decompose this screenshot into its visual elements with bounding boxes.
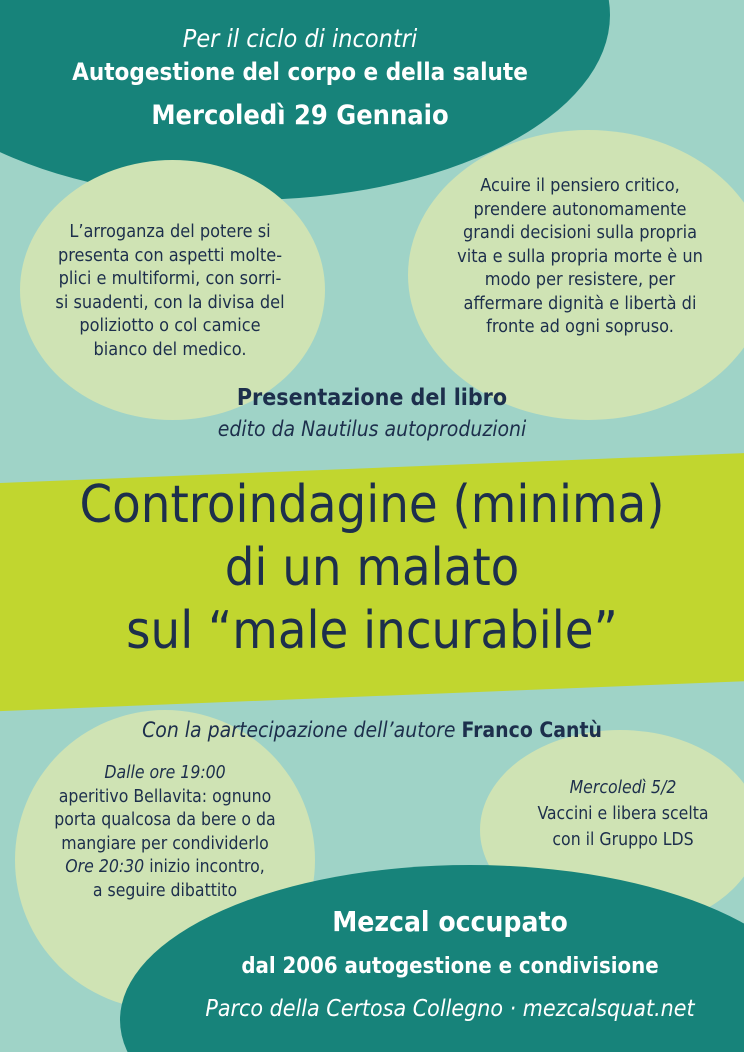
schedule-line: mangiare per condividerlo <box>61 833 269 854</box>
quote-line: si suadenti, con la divisa del <box>55 291 285 313</box>
series-name: Autogestione del corpo e della salute <box>72 58 528 86</box>
schedule <box>30 762 300 903</box>
quote-left <box>40 220 300 361</box>
schedule-time: Dalle ore 19:00 <box>104 763 226 783</box>
venue <box>170 900 730 1026</box>
quote-line: fronte ad ogni sopruso. <box>486 316 674 337</box>
schedule-text: inizio incontro, <box>144 857 265 877</box>
book-title-line: Controindagine (minima) <box>79 475 665 535</box>
venue-address: Parco della Certosa Collegno · mezcalsquat.net <box>205 996 695 1022</box>
quote-line: modo per resistere, per <box>484 269 676 290</box>
venue-name: Mezcal occupato <box>332 905 568 938</box>
schedule-line: aperitivo Bellavita: ognuno <box>58 786 272 807</box>
quote-line: affermare dignità e libertà di <box>463 292 697 314</box>
quote-line: vita e sulla propria morte è un <box>457 245 703 267</box>
author-credit <box>0 715 744 745</box>
quote-line: bianco del medico. <box>93 338 247 360</box>
quote-line: prendere autonomamente <box>473 198 687 220</box>
quote-line: L’arroganza del potere si <box>69 221 271 242</box>
schedule-line <box>30 856 300 880</box>
author-intro: Con la partecipazione dell’autore <box>142 718 462 742</box>
schedule-line: porta qualcosa da bere o da <box>54 810 276 830</box>
quote-line: Acuire il pensiero critico, <box>480 175 680 196</box>
book-title-line: sul “male incurabile” <box>126 601 618 661</box>
schedule-line: a seguire dibattito <box>92 880 238 901</box>
author-name: Franco Cantù <box>461 718 602 742</box>
book-title <box>0 474 744 663</box>
book-title-line: di un malato <box>224 538 520 598</box>
quote-line: presenta con aspetti molte- <box>57 244 283 266</box>
next-event-line: con il Gruppo LDS <box>552 830 694 850</box>
next-event <box>498 775 744 853</box>
quote-right <box>430 174 730 339</box>
event-date: Mercoledì 29 Gennaio <box>151 100 449 131</box>
presentation-label: Presentazione del libro <box>236 385 508 411</box>
quote-line: grandi decisioni sulla propria <box>462 222 698 243</box>
next-event-date: Mercoledì 5/2 <box>569 778 677 798</box>
quote-line: poliziotto o col camice <box>79 315 261 336</box>
series-intro: Per il ciclo di incontri <box>182 24 418 53</box>
schedule-time: Ore 20:30 <box>65 857 145 877</box>
event-header <box>0 22 600 136</box>
book-presentation <box>0 383 744 445</box>
venue-subtitle: dal 2006 autogestione e condivisione <box>241 954 659 979</box>
quote-line: plici e multiformi, con sorri- <box>58 268 282 289</box>
next-event-line: Vaccini e libera scelta <box>537 804 709 824</box>
publisher: edito da Nautilus autoproduzioni <box>217 417 527 441</box>
